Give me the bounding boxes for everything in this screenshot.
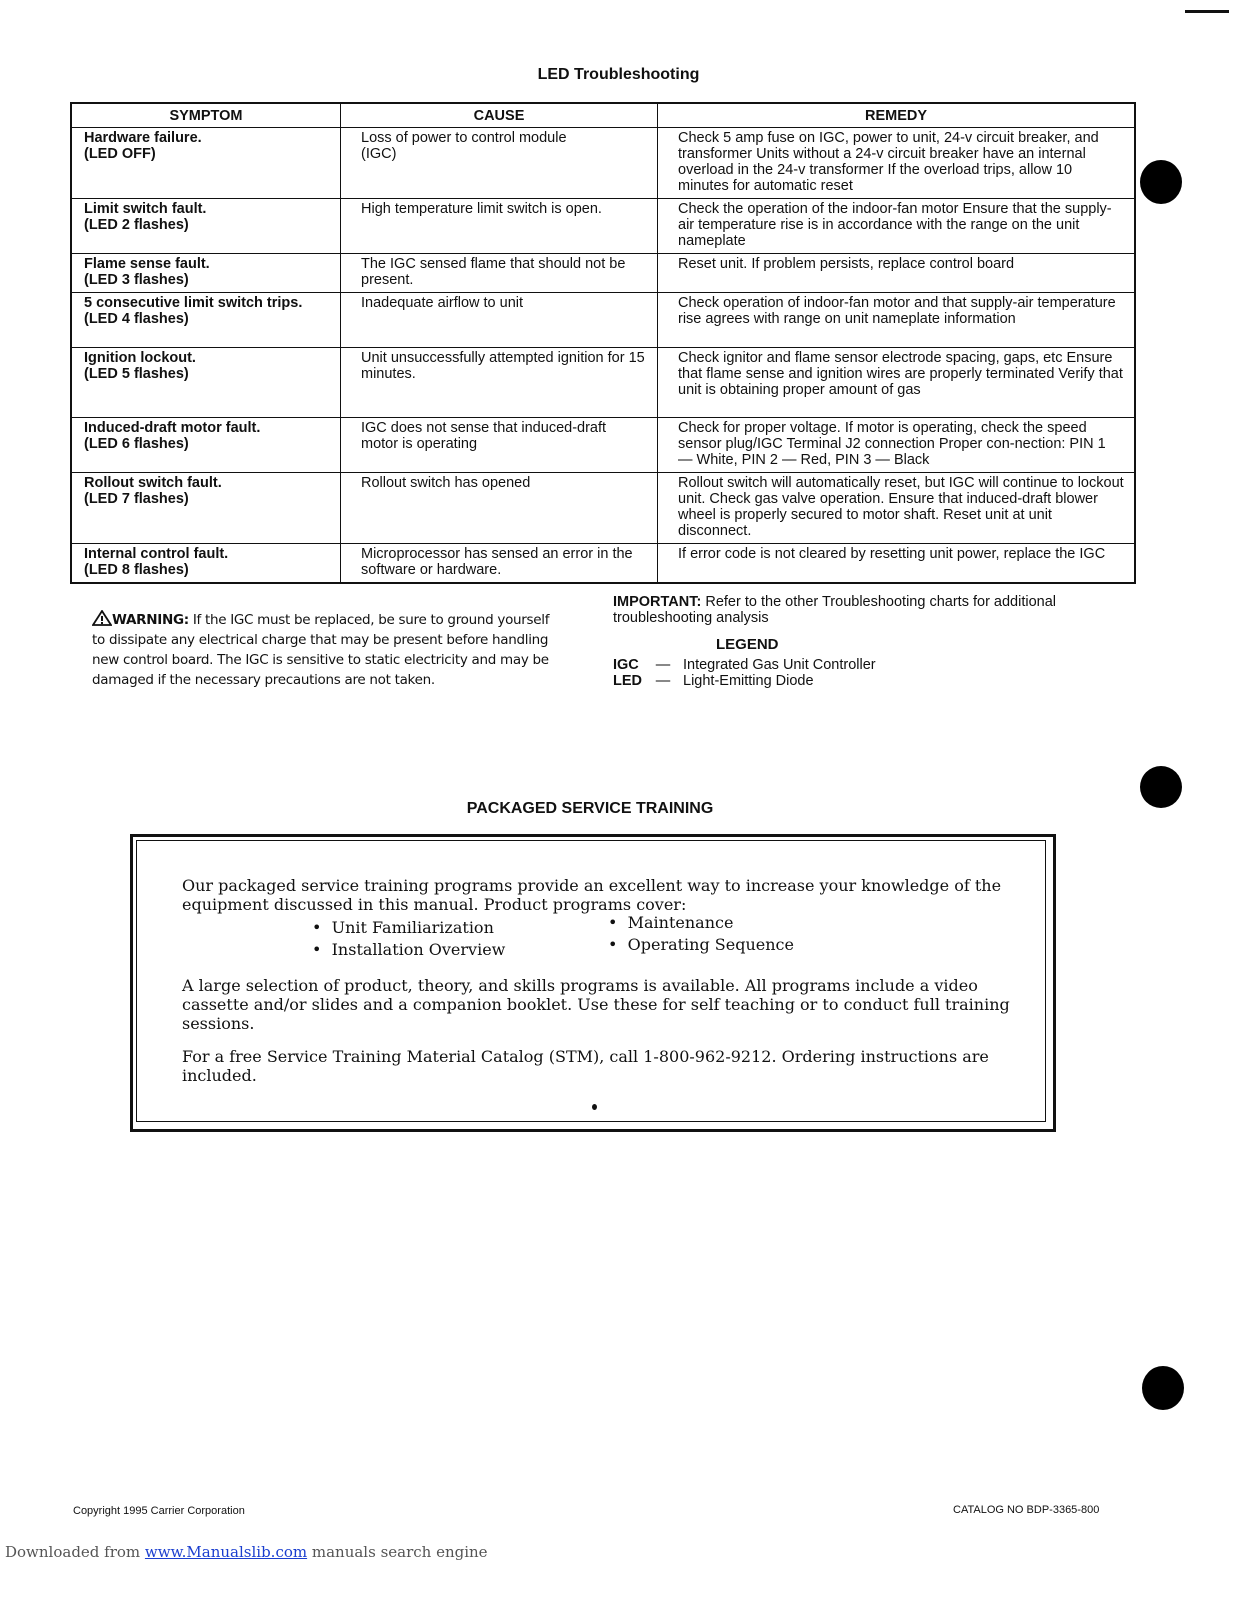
cause-cell: Loss of power to control module (IGC) bbox=[341, 128, 658, 199]
symptom-cell: Limit switch fault. (LED 2 flashes) bbox=[71, 199, 341, 254]
speck-mark bbox=[592, 1104, 597, 1110]
legend-abbr: LED bbox=[613, 673, 642, 689]
warning-triangle-icon bbox=[92, 610, 112, 626]
column-header-symptom: SYMPTOM bbox=[71, 103, 341, 128]
led-troubleshooting-table bbox=[70, 102, 1136, 584]
remedy-cell: Rollout switch will automatically reset, but IGC will continue to lockout unit. Check gas valve operation. Ensure that induced-draft blower wheel is properly secured to motor shaft. Reset unit at unit disconnect. bbox=[658, 473, 1136, 544]
legend-abbr: IGC bbox=[613, 657, 639, 673]
legend-dash: — bbox=[655, 657, 671, 673]
warning-note bbox=[92, 610, 552, 690]
bullet-item: • Operating Sequence bbox=[608, 935, 794, 954]
bullet-item: • Maintenance bbox=[608, 913, 734, 932]
training-title: PACKAGED SERVICE TRAINING bbox=[466, 800, 714, 817]
remedy-cell: If error code is not cleared by resetting unit power, replace the IGC bbox=[658, 544, 1136, 584]
remedy-cell: Check ignitor and flame sensor electrode spacing, gaps, etc Ensure that flame sense and ignition wires are properly terminated Verify that unit is obtaining proper amount of gas bbox=[658, 348, 1136, 418]
remedy-cell: Check 5 amp fuse on IGC, power to unit, 24-v circuit breaker, and transformer Units without a 24-v circuit breaker have an internal overload in the 24-v transformer If the overload trips, allow 10 minutes for automatic reset bbox=[658, 128, 1136, 199]
important-note bbox=[613, 594, 1133, 626]
warning-text: If the IGC must be replaced, be sure to ground yourself to dissipate any electrical charge that may be present before handling new control board. The IGC is sensitive to static electricity and may be damaged if the necessary precautions are not taken. bbox=[92, 612, 550, 688]
training-intro: Our packaged service training programs provide an excellent way to increase your knowledge of the equipment discussed in this manual. Product programs cover: bbox=[182, 876, 1002, 914]
legend-title: LEGEND bbox=[716, 636, 779, 653]
catalog-number: CATALOG NO BDP-3365-800 bbox=[953, 1504, 1100, 1516]
column-header-cause: CAUSE bbox=[341, 103, 658, 128]
legend-dash: — bbox=[655, 673, 671, 689]
punch-hole-bottom bbox=[1142, 1366, 1184, 1410]
manualslib-link[interactable]: www.Manualslib.com bbox=[144, 1543, 308, 1561]
cause-cell: IGC does not sense that induced-draft motor is operating bbox=[341, 418, 658, 473]
training-paragraph: A large selection of product, theory, and skills programs is available. All programs include a video cassette and/or slides and a companion booklet. Use these for self teaching or to conduct full training sessions. bbox=[182, 976, 1010, 1033]
symptom-cell: Rollout switch fault. (LED 7 flashes) bbox=[71, 473, 341, 544]
cause-cell: Inadequate airflow to unit bbox=[341, 293, 658, 348]
cause-cell: High temperature limit switch is open. bbox=[341, 199, 658, 254]
cause-cell: Unit unsuccessfully attempted ignition for 15 minutes. bbox=[341, 348, 658, 418]
table-row bbox=[71, 293, 1135, 348]
bullet-item: • Installation Overview bbox=[312, 940, 506, 959]
symptom-cell: Ignition lockout. (LED 5 flashes) bbox=[71, 348, 341, 418]
table-row bbox=[71, 348, 1135, 418]
symptom-cell: 5 consecutive limit switch trips. (LED 4 flashes) bbox=[71, 293, 341, 348]
punch-hole-top bbox=[1140, 160, 1182, 204]
table-row bbox=[71, 418, 1135, 473]
cause-cell: Rollout switch has opened bbox=[341, 473, 658, 544]
important-text: Refer to the other Troubleshooting charts for additional troubleshooting analysis bbox=[613, 594, 1056, 626]
download-suffix: manuals search engine bbox=[307, 1543, 488, 1561]
table-row bbox=[71, 128, 1135, 199]
symptom-cell: Hardware failure. (LED OFF) bbox=[71, 128, 341, 199]
table-row bbox=[71, 544, 1135, 584]
table-row bbox=[71, 473, 1135, 544]
remedy-cell: Check for proper voltage. If motor is operating, check the speed sensor plug/IGC Terminal J2 connection Proper con-nection: PIN 1 — White, PIN 2 — Red, PIN 3 — Black bbox=[658, 418, 1136, 473]
legend-meaning: Light-Emitting Diode bbox=[683, 673, 814, 689]
important-label: IMPORTANT: bbox=[613, 594, 702, 610]
download-note bbox=[5, 1543, 488, 1561]
legend-item bbox=[613, 657, 876, 673]
corner-mark bbox=[1185, 10, 1229, 13]
remedy-cell: Check operation of indoor-fan motor and that supply-air temperature rise agrees with range on unit nameplate information bbox=[658, 293, 1136, 348]
remedy-cell: Reset unit. If problem persists, replace control board bbox=[658, 254, 1136, 293]
warning-label: WARNING: bbox=[112, 612, 189, 628]
copyright: Copyright 1995 Carrier Corporation bbox=[73, 1505, 245, 1517]
table-row bbox=[71, 254, 1135, 293]
table-row bbox=[71, 199, 1135, 254]
cause-cell: Microprocessor has sensed an error in the software or hardware. bbox=[341, 544, 658, 584]
legend-item bbox=[613, 673, 814, 689]
column-header-remedy: REMEDY bbox=[658, 103, 1136, 128]
symptom-cell: Flame sense fault. (LED 3 flashes) bbox=[71, 254, 341, 293]
training-paragraph: For a free Service Training Material Catalog (STM), call 1-800-962-9212. Ordering instructions are included. bbox=[182, 1047, 989, 1085]
table-header-row bbox=[71, 103, 1135, 128]
remedy-cell: Check the operation of the indoor-fan motor Ensure that the supply-air temperature rise is in accordance with the range on the unit nameplate bbox=[658, 199, 1136, 254]
cause-cell: The IGC sensed flame that should not be present. bbox=[341, 254, 658, 293]
bullet-item: • Unit Familiarization bbox=[312, 918, 494, 937]
table-title: LED Troubleshooting bbox=[537, 66, 700, 83]
symptom-cell: Internal control fault. (LED 8 flashes) bbox=[71, 544, 341, 584]
legend-meaning: Integrated Gas Unit Controller bbox=[683, 657, 876, 673]
download-prefix: Downloaded from bbox=[5, 1543, 145, 1561]
symptom-cell: Induced-draft motor fault. (LED 6 flashes) bbox=[71, 418, 341, 473]
